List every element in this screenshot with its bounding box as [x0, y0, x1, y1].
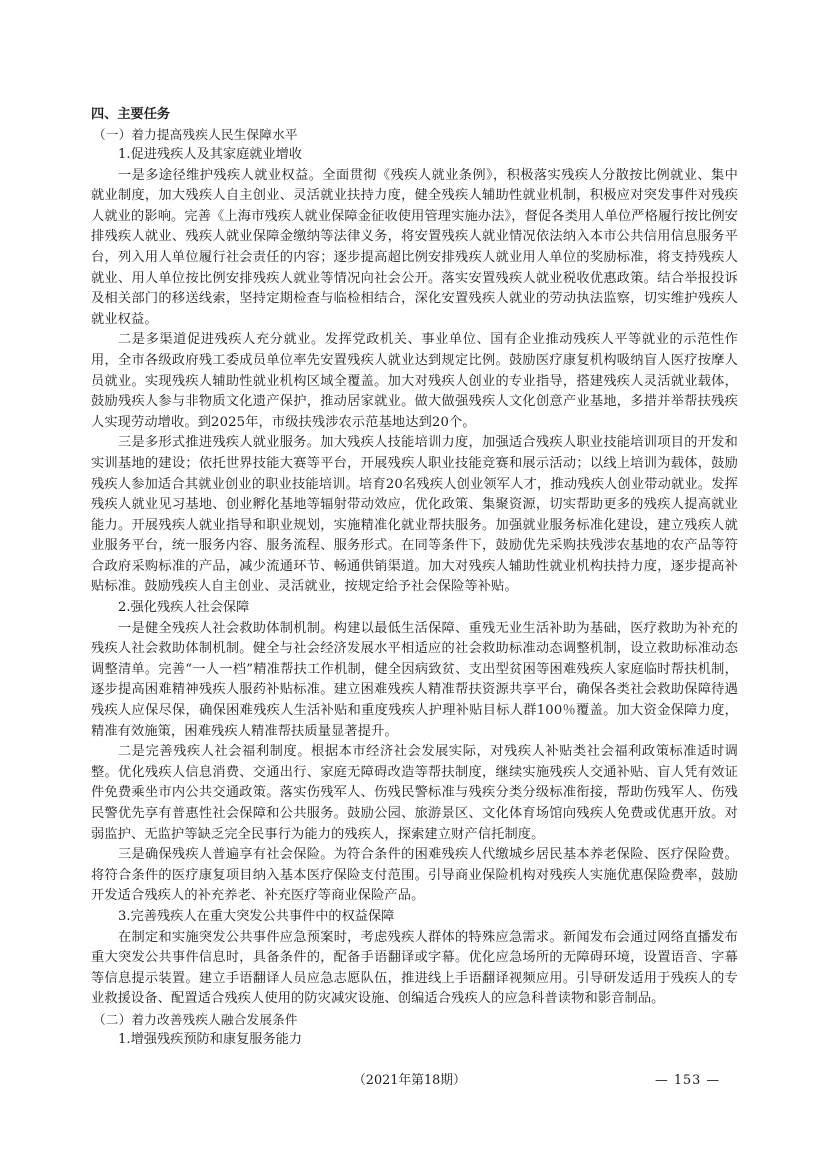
paragraph: 一是多途径维护残疾人就业权益。全面贯彻《残疾人就业条例》，积极落实残疾人分散按比例就业、集中就业制度，加大残疾人自主创业、灵活就业扶持力度，健全残疾人辅助性就业机制，积极应对突发事件对残疾人就业的影响。完善《上海市残疾人就业保障金征收使用管理实施办法》，督促各类用人单位严格履行按比例安排残疾人就业、残疾人就业保障金缴纳等法律义务，将安置残疾人就业情况依法纳入本市公共信用信息服务平台，列入用人单位履行社会责任的内容；逐步提高超比例安排残疾人就业用人单位的奖励标准，将支持残疾人就业、用人单位按比例安排残疾人就业等情况向社会公开。落实安置残疾人就业税收优惠政策。结合举报投诉及相关部门的移送线索，坚持定期检查与临检相结合，深化安置残疾人就业的劳动执法监察，切实维护残疾人就业权益。: [91, 167, 738, 327]
document-body: [91, 104, 738, 1051]
page-number: — 153 —: [655, 1073, 721, 1088]
subsection-title-2: （二）着力改善残疾人融合发展条件: [93, 1011, 298, 1027]
subsection-title-1: （一）着力提高残疾人民生保障水平: [93, 127, 298, 142]
paragraph: 在制定和实施突发公共事件应急预案时，考虑残疾人群体的特殊应急需求。新闻发布会通过网络直播发布重大突发公共事件信息时，具备条件的，配备手语翻译或字幕。优化应急场所的无障碍环境，设置语音、字幕等信息提示装置。建立手语翻译人员应急志愿队伍，推进线上手语翻译视频应用。引导研发适用于残疾人的专业救援设备、配置适合残疾人使用的防灾减灾设施、创编适合残疾人的应急科普读物和影音制品。: [91, 929, 738, 1007]
item-title-1: 1.促进残疾人及其家庭就业增收: [118, 147, 303, 162]
paragraph: 三是多形式推进残疾人就业服务。加大残疾人技能培训力度，加强适合残疾人职业技能培训项目的开发和实训基地的建设；依托世界技能大赛等平台，开展残疾人职业技能竞赛和展示活动；以线上培训为载体，鼓励残疾人参加适合其就业创业的职业技能培训。培育20名残疾人创业领军人才，推动残疾人创业带动就业。发挥残疾人就业见习基地、创业孵化基地等辐射带动效应，优化政策、集聚资源，切实帮助更多的残疾人提高就业能力。开展残疾人就业指导和职业规划，实施精准化就业帮扶服务。加强就业服务标准化建设，建立残疾人就业服务平台，统一服务内容、服务流程、服务形式。在同等条件下，鼓励优先采购扶残涉农基地的农产品等符合政府采购标准的产品，减少流通环节、畅通供销渠道。加大对残疾人辅助性就业机构扶持力度，逐步提高补贴标准。鼓励残疾人自主创业、灵活就业，按规定给予社会保险等补贴。: [91, 435, 738, 595]
paragraph: 二是完善残疾人社会福利制度。根据本市经济社会发展实际，对残疾人补贴类社会福利政策标准适时调整。优化残疾人信息消费、交通出行、家庭无障碍改造等帮扶制度，继续实施残疾人交通补贴、盲人凭有效证件免费乘坐市内公共交通政策。落实伤残军人、伤残民警标准与残疾分类分级标准衔接，帮助伤残军人、伤残民警优先享有普惠性社会保障和公共服务。鼓励公园、旅游景区、文化体育场馆向残疾人免费或优惠开放。对弱监护、无监护等缺乏完全民事行为能力的残疾人，探索建立财产信托制度。: [91, 744, 738, 842]
item-title-2: 2.强化残疾人社会保障: [118, 600, 250, 616]
paragraph: 二是多渠道促进残疾人充分就业。发挥党政机关、事业单位、国有企业推动残疾人平等就业的示范性作用，全市各级政府残工委成员单位率先安置残疾人就业达到规定比例。鼓励医疗康复机构吸纳盲人医疗按摩人员就业。实现残疾人辅助性就业机构区域全覆盖。加大对残疾人创业的专业指导，搭建残疾人灵活就业载体，鼓励残疾人参与非物质文化遗产保护，推动居家就业。做大做强残疾人文化创意产业基地，多措并举帮扶残疾人实现劳动增收。到2025年，市级扶残涉农示范基地达到20个。: [91, 332, 738, 430]
section-heading: 四、主要任务: [91, 107, 171, 122]
item-title-3: 3.完善残疾人在重大突发公共事件中的权益保障: [118, 908, 395, 924]
paragraph: 三是确保残疾人普遍享有社会保险。为符合条件的困难残疾人代缴城乡居民基本养老保险、医疗保险费。将符合条件的医疗康复项目纳入基本医疗保险支付范围。引导商业保险机构对残疾人实施优惠保险费率，鼓励开发适合残疾人的补充养老、补充医疗等商业保险产品。: [91, 847, 738, 904]
paragraph: 一是健全残疾人社会救助体制机制。构建以最低生活保障、重残无业生活补助为基础，医疗救助为补充的残疾人社会救助体制机制。健全与社会经济发展水平相适应的社会救助标准动态调整机制，设立救助标准动态调整清单。完善“一人一档”精准帮扶工作机制，健全因病致贫、支出型贫困等困难残疾人家庭临时帮扶机制，逐步提高困难精神残疾人服药补贴标准。建立困难残疾人精准帮扶资源共享平台，确保各类社会救助保障待遇残疾人应保尽保，确保困难残疾人生活补贴和重度残疾人护理补贴目标人群100％覆盖。加大资金保障力度，精准有效施策，困难残疾人精准帮扶质量显著提升。: [91, 620, 738, 739]
item-title-4: 1.增强残疾预防和康复服务能力: [118, 1031, 303, 1047]
issue-label: （2021年第18期）: [353, 1073, 466, 1088]
